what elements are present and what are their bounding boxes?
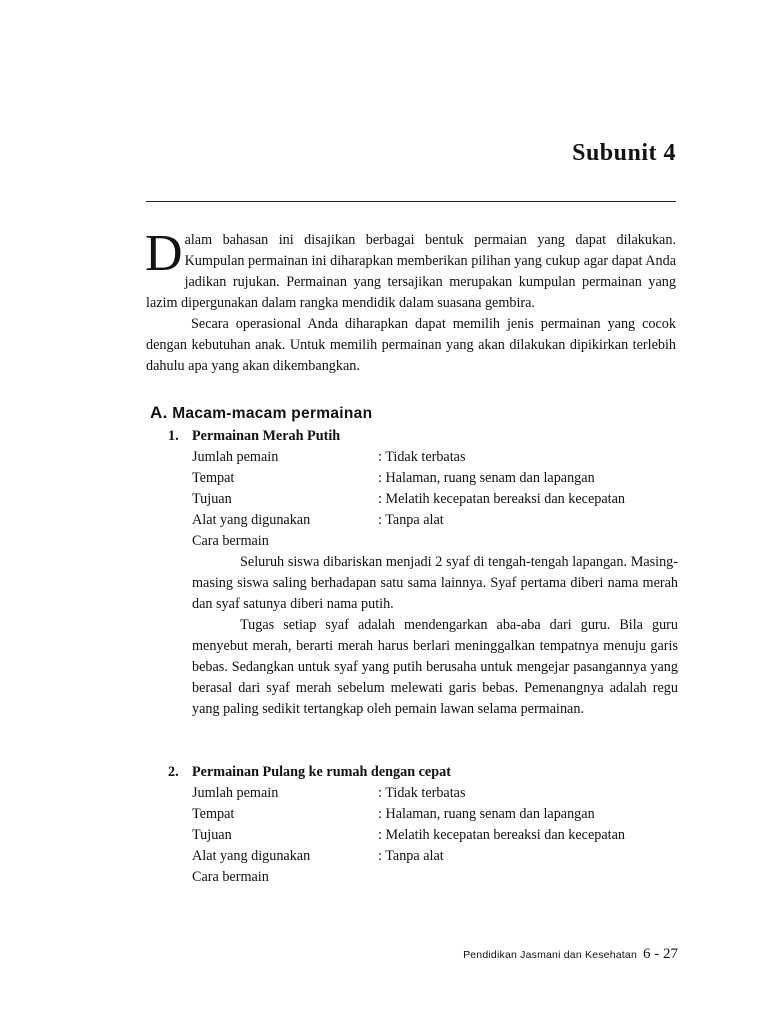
game-number: 1. xyxy=(168,428,179,444)
cara-bermain-label: Cara bermain xyxy=(192,869,269,885)
info-row xyxy=(168,846,678,867)
game-title xyxy=(168,426,678,447)
section-title: Macam-macam permainan xyxy=(172,405,373,422)
info-key: Alat yang digunakan xyxy=(192,848,311,864)
info-value: : Halaman, ruang senam dan lapangan xyxy=(378,806,595,822)
info-row xyxy=(168,489,678,510)
game-title xyxy=(168,762,678,783)
info-row xyxy=(168,804,678,825)
description-paragraph: Seluruh siswa dibariskan menjadi 2 syaf di tengah-tengah lapangan. Masing-masing siswa saling berhadapan satu sama lainnya. Syaf pertama diberi nama merah dan syaf satunya diberi nama putih. xyxy=(192,554,678,612)
description-paragraph: Tugas setiap syaf adalah mendengarkan aba-aba dari guru. Bila guru menyebut merah, berarti merah harus berlari meninggalkan tempatnya menuju garis bebas. Sedangkan untuk syaf yang putih berusaha untuk mengejar pasangannya yang berasal dari syaf merah sebelum melewati garis bebas. Pemenangnya adalah regu yang paling sedikit tertangkap oleh pemain lawan selama permainan. xyxy=(192,617,678,717)
drop-cap: D xyxy=(145,225,183,282)
section-heading xyxy=(150,403,372,423)
info-key: Tempat xyxy=(192,806,235,822)
info-key: Tujuan xyxy=(192,827,232,843)
page-title: Subunit 4 xyxy=(572,140,676,166)
game-2 xyxy=(168,762,678,888)
info-row xyxy=(168,447,678,468)
game-name: Permainan Merah Putih xyxy=(192,428,341,444)
game-number: 2. xyxy=(168,764,179,780)
game-description xyxy=(168,552,678,720)
title-divider xyxy=(146,201,676,202)
info-value: : Halaman, ruang senam dan lapangan xyxy=(378,470,595,486)
game-name: Permainan Pulang ke rumah dengan cepat xyxy=(192,764,451,780)
cara-bermain-label: Cara bermain xyxy=(192,533,269,549)
info-value: : Melatih kecepatan bereaksi dan kecepatan xyxy=(378,827,625,843)
info-key: Tujuan xyxy=(192,491,232,507)
footer-course-title: Pendidikan Jasmani dan Kesehatan xyxy=(463,949,637,961)
intro-paragraph-1-text: alam bahasan ini disajikan berbagai bentuk permaian yang dapat dilakukan. Kumpulan permainan ini diharapkan memberikan pilihan yang cukup agar dapat Anda jadikan rujukan. Permainan yang tersajikan merupakan kumpulan permainan yang lazim dipergunakan dalam rangka mendidik dalam suasana gembira. xyxy=(146,232,676,311)
info-key: Jumlah pemain xyxy=(192,785,279,801)
info-row xyxy=(168,510,678,531)
page-number: 6 - 27 xyxy=(643,946,678,962)
info-key: Tempat xyxy=(192,470,235,486)
info-value: : Tanpa alat xyxy=(378,512,444,528)
info-value: : Tanpa alat xyxy=(378,848,444,864)
info-value: : Tidak terbatas xyxy=(378,449,466,465)
intro-text xyxy=(145,225,676,377)
intro-paragraph-1 xyxy=(145,225,676,314)
info-row xyxy=(168,783,678,804)
info-value: : Melatih kecepatan bereaksi dan kecepatan xyxy=(378,491,625,507)
intro-paragraph-2: Secara operasional Anda diharapkan dapat memilih jenis permainan yang cocok dengan kebutuhan anak. Untuk memilih permainan yang akan dilakukan dipikirkan terlebih dahulu apa yang akan dikembangkan. xyxy=(146,316,676,374)
info-row xyxy=(168,468,678,489)
section-label: A. xyxy=(150,403,168,422)
info-key: Alat yang digunakan xyxy=(192,512,311,528)
info-value: : Tidak terbatas xyxy=(378,785,466,801)
info-row xyxy=(168,825,678,846)
info-key: Jumlah pemain xyxy=(192,449,279,465)
page-footer xyxy=(463,946,678,963)
game-1 xyxy=(168,426,678,720)
